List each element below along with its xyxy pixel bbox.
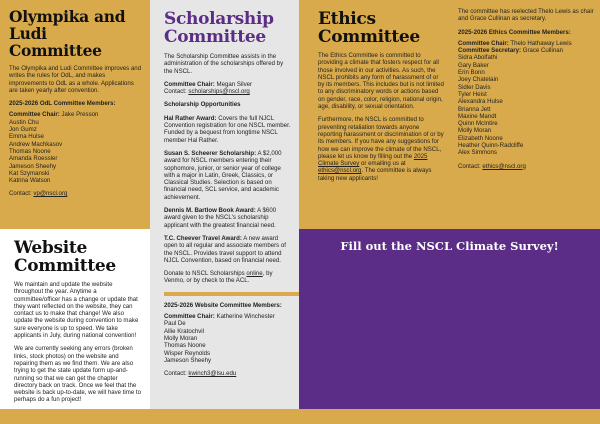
ethics-members-heading: 2025-2026 Ethics Committee Members: <box>458 28 571 36</box>
award-item <box>164 115 293 144</box>
ethics-email-link[interactable]: ethics@nscl.org <box>318 167 362 175</box>
website-para-2: We are currently seeking any errors (broken links, stock photos) on the website and repairing them as we find them. We are also trying to get the state update form up-and-running so that we can get the chapter directory back on track. Once we feel that the website is back up-to-date, we will have time to perhaps do a fun project! <box>14 345 142 404</box>
scholarship-contact-link[interactable]: scholarships@nscl.org <box>188 88 250 96</box>
scholarship-contact: Contact: scholarships@nscl.org <box>164 88 250 96</box>
survey-heading[interactable]: Fill out the NSCL Climate Survey! <box>340 239 559 253</box>
ethics-member: Alexandra Hulse <box>458 98 503 106</box>
ethics-contact-link[interactable]: ethics@nscl.org <box>482 162 526 170</box>
ethics-member: Erin Bonn <box>458 69 485 77</box>
ethics-chair: Committee Chair: Thelo Hathaway Lewis <box>458 39 572 47</box>
ethics-contact: Contact: ethics@nscl.org <box>458 162 526 170</box>
olympika-member: Andrew Machkasov <box>9 140 63 148</box>
award-desc: A $600 award given to the NSCL's scholarship applicant with the greatest financial need. <box>164 207 277 229</box>
ethics-para-2: Furthermore, the NSCL is committed to preventing retaliation towards anyone reporting harassment or discrimination of or by its members. If you have any suggestions for how we can improve the climate of the NSCL, please let us know by filling out the 2025 Climate Survey or emailing us at ethics@nscl.org. The committee is always taking new applicants! <box>318 116 444 182</box>
award-item <box>164 207 293 229</box>
web-members-list <box>164 320 293 364</box>
website-title: Website Committee <box>14 238 116 276</box>
award-list <box>164 115 293 270</box>
ethics-member: Sidler Davis <box>458 83 491 91</box>
web-member: Jameson Sheehy <box>164 356 212 364</box>
ethics-member: Molly Moran <box>458 127 492 135</box>
ethics-secretary: Committee Secretary: Grace Cullinan <box>458 47 564 55</box>
web-member: Thomas Noone <box>164 342 206 350</box>
ethics-panel <box>299 0 450 229</box>
bottom-strip <box>0 409 600 424</box>
donate-online-link[interactable]: online <box>246 270 263 278</box>
website-panel <box>0 229 150 409</box>
scholarship-chair: Committee Chair: Megan Silver <box>164 80 253 88</box>
award-item <box>164 150 293 201</box>
ethics-member: Quinn McIntire <box>458 120 498 128</box>
award-name: Hal Rather Award: <box>164 114 217 122</box>
award-item <box>164 235 293 264</box>
ethics-member: Joey Chatelain <box>458 76 499 84</box>
olympika-title: Olympika and Ludi Committee <box>9 7 126 60</box>
ethics-member: Gary Baker <box>458 61 489 69</box>
ethics-members-list <box>458 54 594 156</box>
ethics-title: Ethics Committee <box>318 9 420 47</box>
olympika-member: Amanda Roessler <box>9 155 58 163</box>
web-member: Wisper Reynolds <box>164 349 211 357</box>
ethics-para-1: The Ethics Committee is committed to providing a climate that fosters respect for all those involved in our activities. As such, the NSCL prohibits any form of harassment of or by its members. This includes but is not limited to any discriminatory words or actions based on gender, race, color, religion, national origin, age, disability, or sexual orientation. <box>318 52 444 111</box>
scholarship-title: Scholarship Committee <box>164 9 274 47</box>
ethics-member: Tyler Heist <box>458 90 487 98</box>
ethics-member: Alex Simmons <box>458 149 497 157</box>
web-chair: Committee Chair: Katherine Winchester <box>164 313 275 321</box>
olympika-member: Thomas Noone <box>9 147 51 155</box>
web-member: Allie Kratochvil <box>164 327 204 335</box>
scholarship-opps-heading: Scholarship Opportunities <box>164 101 241 109</box>
award-name: Dennis M. Bartlow Book Award: <box>164 207 256 215</box>
award-desc: A $2,000 award for NSCL members entering their sophomore, junior, or senior year of college with a major in Latin, Greek, Classics, or Classical Studies. Selection is based on financial need, SCL service, and academic achievement. <box>164 149 282 201</box>
survey-panel <box>299 229 600 409</box>
web-contact: Contact: kwinch3@lsu.edu <box>164 370 237 378</box>
scholarship-intro: The Scholarship Committee assists in the administration of the scholarships offered by the NSCL. <box>164 53 284 75</box>
ethics-members-intro: The committee has reelected Thelo Lewis as chair and Grace Cullinan as secretary. <box>458 8 594 23</box>
olympika-chair: Committee Chair: Jake Presson <box>9 111 99 119</box>
olympika-member: Jameson Sheehy <box>9 162 57 170</box>
olympika-member: Katrina Watson <box>9 177 51 185</box>
award-desc: Covers the full NJCL Convention registration for one NSCL member. Funded by a bequest from longtime NSCL member Hal Rather. <box>164 114 291 144</box>
olympika-contact-link[interactable]: vp@nscl.org <box>33 190 68 198</box>
donate-text: Donate to NSCL Scholarships online, by Venmo, or by check to the ACL. <box>164 270 273 285</box>
web-member: Paul De <box>164 320 186 328</box>
website-para-1: We maintain and update the website throughout the year. Anytime a committee/officer has a change or update that they want reflected on the website, they can contact us to make that change! We also update the website during convention to make sure everyone is up to speed. We take applicants in July, during national convention! <box>14 281 139 340</box>
climate-survey-link[interactable]: 2025 Climate Survey <box>318 152 428 168</box>
ethics-member: Maxine Mandt <box>458 112 497 120</box>
award-name: T.C. Cheever Travel Award: <box>164 234 242 242</box>
olympika-member: Emma Hulse <box>9 133 44 141</box>
ethics-member: Elizabeth Noone <box>458 134 503 142</box>
ethics-member: Brianna Jett <box>458 105 491 113</box>
olympika-contact: Contact: vp@nscl.org <box>9 190 68 198</box>
olympika-member: Kat Szymanski <box>9 169 50 177</box>
olympika-panel <box>0 0 150 229</box>
olympika-members-heading: 2025-2026 OdL Committee Members: <box>9 100 116 108</box>
web-contact-link[interactable]: kwinch3@lsu.edu <box>188 370 237 378</box>
olympika-members-list <box>9 119 142 185</box>
gold-divider <box>164 292 299 296</box>
award-desc: A new award open to all regular and associate members of the NSCL. Provides travel support to attend NJCL Convention, based on financial need. <box>164 234 286 264</box>
ethics-member: Heather Quinn-Radcliffe <box>458 142 524 150</box>
ethics-members-panel <box>450 0 600 229</box>
web-member: Molly Moran <box>164 334 198 342</box>
olympika-member: Jon Gumz <box>9 126 37 134</box>
award-name: Susan S. Scheerer Scholarship: <box>164 149 257 157</box>
ethics-member: Sidra Abolfathi <box>458 54 498 62</box>
olympika-intro: The Olympika and Ludi Committee improves and writes the rules for OdL, and makes improvements to OdL as a whole. Applications are taken yearly after convention. <box>9 65 142 94</box>
web-members-heading: 2025-2026 Website Committee Members: <box>164 301 282 309</box>
olympika-member: Austin Chu <box>9 118 39 126</box>
scholarship-panel <box>150 0 299 409</box>
